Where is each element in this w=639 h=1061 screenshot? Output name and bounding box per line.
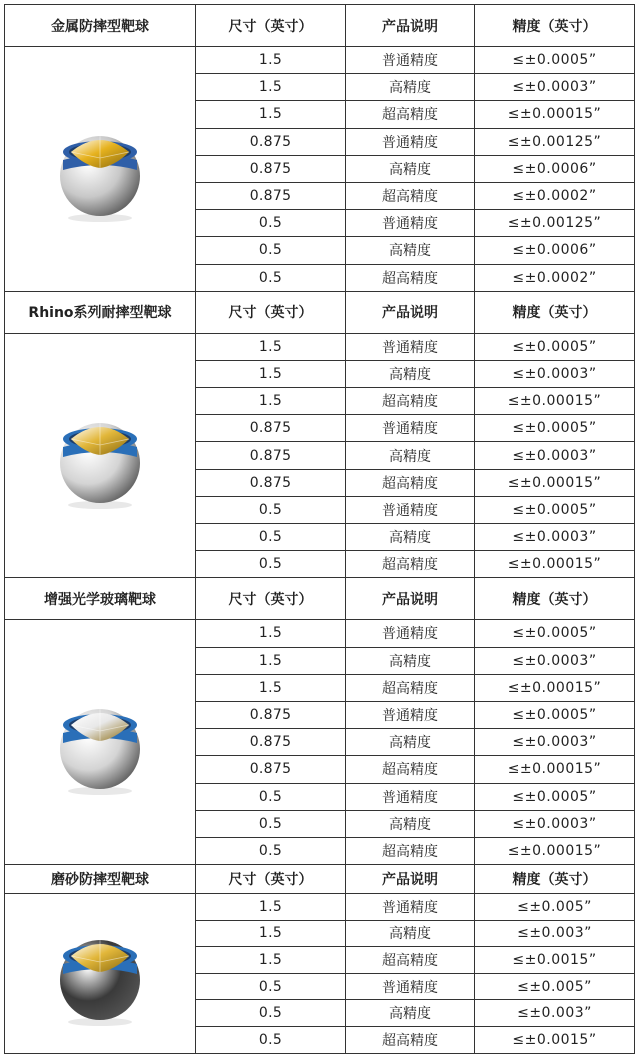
size-cell: 0.875 [196, 182, 346, 209]
accuracy-cell: ≤±0.0005” [475, 47, 635, 74]
size-cell: 0.875 [196, 128, 346, 155]
product-image [5, 47, 196, 292]
size-cell: 0.5 [196, 1000, 346, 1027]
size-cell: 0.875 [196, 469, 346, 496]
desc-cell: 普通精度 [346, 210, 475, 237]
desc-cell: 普通精度 [346, 128, 475, 155]
desc-cell: 高精度 [346, 74, 475, 101]
size-cell: 1.5 [196, 47, 346, 74]
accuracy-cell: ≤±0.0005” [475, 620, 635, 647]
size-cell: 0.5 [196, 810, 346, 837]
size-cell: 0.5 [196, 973, 346, 1000]
size-cell: 1.5 [196, 947, 346, 974]
accuracy-cell: ≤±0.00015” [475, 469, 635, 496]
desc-cell: 高精度 [346, 155, 475, 182]
accuracy-cell: ≤±0.0003” [475, 74, 635, 101]
desc-cell: 普通精度 [346, 894, 475, 921]
size-cell: 0.875 [196, 729, 346, 756]
size-cell: 0.5 [196, 551, 346, 578]
column-header-accuracy: 精度（英寸） [475, 578, 635, 620]
desc-cell: 高精度 [346, 237, 475, 264]
size-cell: 1.5 [196, 647, 346, 674]
spec-table [4, 4, 635, 1054]
accuracy-cell: ≤±0.0005” [475, 415, 635, 442]
accuracy-cell: ≤±0.0005” [475, 333, 635, 360]
accuracy-cell: ≤±0.0002” [475, 182, 635, 209]
column-header-size: 尺寸（英寸） [196, 865, 346, 894]
accuracy-cell: ≤±0.0005” [475, 496, 635, 523]
accuracy-cell: ≤±0.0003” [475, 360, 635, 387]
accuracy-cell: ≤±0.005” [475, 973, 635, 1000]
product-image [5, 894, 196, 1054]
size-cell: 0.5 [196, 524, 346, 551]
size-cell: 1.5 [196, 360, 346, 387]
size-cell: 0.875 [196, 756, 346, 783]
accuracy-cell: ≤±0.0003” [475, 810, 635, 837]
desc-cell: 高精度 [346, 729, 475, 756]
desc-cell: 高精度 [346, 647, 475, 674]
desc-cell: 超高精度 [346, 264, 475, 291]
desc-cell: 超高精度 [346, 388, 475, 415]
column-header-desc: 产品说明 [346, 5, 475, 47]
section-name: 金属防摔型靶球 [5, 5, 196, 47]
section-header-row [5, 291, 635, 333]
desc-cell: 高精度 [346, 1000, 475, 1027]
matte-target-ball-icon [45, 918, 155, 1028]
table-row [5, 47, 635, 74]
desc-cell: 普通精度 [346, 783, 475, 810]
size-cell: 0.5 [196, 237, 346, 264]
desc-cell: 超高精度 [346, 551, 475, 578]
accuracy-cell: ≤±0.00015” [475, 101, 635, 128]
rhino-target-ball-icon [45, 401, 155, 511]
accuracy-cell: ≤±0.005” [475, 894, 635, 921]
size-cell: 0.5 [196, 264, 346, 291]
desc-cell: 高精度 [346, 810, 475, 837]
accuracy-cell: ≤±0.0015” [475, 947, 635, 974]
size-cell: 0.5 [196, 837, 346, 864]
desc-cell: 普通精度 [346, 47, 475, 74]
size-cell: 1.5 [196, 101, 346, 128]
column-header-size: 尺寸（英寸） [196, 5, 346, 47]
desc-cell: 普通精度 [346, 701, 475, 728]
accuracy-cell: ≤±0.0006” [475, 155, 635, 182]
metal-target-ball-icon [45, 114, 155, 224]
size-cell: 1.5 [196, 74, 346, 101]
size-cell: 1.5 [196, 620, 346, 647]
size-cell: 1.5 [196, 674, 346, 701]
accuracy-cell: ≤±0.00015” [475, 674, 635, 701]
size-cell: 0.5 [196, 210, 346, 237]
column-header-accuracy: 精度（英寸） [475, 5, 635, 47]
section-name: 磨砂防摔型靶球 [5, 865, 196, 894]
table-row [5, 894, 635, 921]
glass-target-ball-icon [45, 687, 155, 797]
accuracy-cell: ≤±0.00125” [475, 210, 635, 237]
desc-cell: 超高精度 [346, 837, 475, 864]
table-row [5, 620, 635, 647]
table-body [5, 5, 635, 1054]
column-header-size: 尺寸（英寸） [196, 291, 346, 333]
accuracy-cell: ≤±0.0003” [475, 729, 635, 756]
section-name: Rhino系列耐摔型靶球 [5, 291, 196, 333]
accuracy-cell: ≤±0.003” [475, 920, 635, 947]
size-cell: 0.5 [196, 496, 346, 523]
desc-cell: 超高精度 [346, 674, 475, 701]
desc-cell: 普通精度 [346, 333, 475, 360]
accuracy-cell: ≤±0.0002” [475, 264, 635, 291]
desc-cell: 高精度 [346, 524, 475, 551]
accuracy-cell: ≤±0.0005” [475, 783, 635, 810]
size-cell: 0.875 [196, 442, 346, 469]
desc-cell: 超高精度 [346, 756, 475, 783]
desc-cell: 普通精度 [346, 973, 475, 1000]
column-header-desc: 产品说明 [346, 578, 475, 620]
size-cell: 0.875 [196, 155, 346, 182]
size-cell: 1.5 [196, 894, 346, 921]
desc-cell: 普通精度 [346, 415, 475, 442]
size-cell: 0.5 [196, 1027, 346, 1054]
accuracy-cell: ≤±0.00125” [475, 128, 635, 155]
accuracy-cell: ≤±0.00015” [475, 388, 635, 415]
desc-cell: 普通精度 [346, 620, 475, 647]
size-cell: 1.5 [196, 388, 346, 415]
accuracy-cell: ≤±0.0015” [475, 1027, 635, 1054]
accuracy-cell: ≤±0.00015” [475, 837, 635, 864]
section-name: 增强光学玻璃靶球 [5, 578, 196, 620]
desc-cell: 高精度 [346, 920, 475, 947]
size-cell: 1.5 [196, 920, 346, 947]
product-image [5, 620, 196, 865]
table-row [5, 333, 635, 360]
desc-cell: 普通精度 [346, 496, 475, 523]
section-header-row [5, 865, 635, 894]
column-header-accuracy: 精度（英寸） [475, 865, 635, 894]
accuracy-cell: ≤±0.0003” [475, 524, 635, 551]
desc-cell: 超高精度 [346, 101, 475, 128]
accuracy-cell: ≤±0.003” [475, 1000, 635, 1027]
size-cell: 0.875 [196, 415, 346, 442]
desc-cell: 超高精度 [346, 1027, 475, 1054]
section-header-row [5, 578, 635, 620]
size-cell: 0.5 [196, 783, 346, 810]
desc-cell: 超高精度 [346, 182, 475, 209]
accuracy-cell: ≤±0.00015” [475, 551, 635, 578]
desc-cell: 超高精度 [346, 469, 475, 496]
column-header-desc: 产品说明 [346, 865, 475, 894]
column-header-accuracy: 精度（英寸） [475, 291, 635, 333]
accuracy-cell: ≤±0.0005” [475, 701, 635, 728]
accuracy-cell: ≤±0.0003” [475, 442, 635, 469]
accuracy-cell: ≤±0.00015” [475, 756, 635, 783]
size-cell: 1.5 [196, 333, 346, 360]
desc-cell: 超高精度 [346, 947, 475, 974]
section-header-row [5, 5, 635, 47]
column-header-desc: 产品说明 [346, 291, 475, 333]
product-image [5, 333, 196, 578]
desc-cell: 高精度 [346, 360, 475, 387]
accuracy-cell: ≤±0.0003” [475, 647, 635, 674]
desc-cell: 高精度 [346, 442, 475, 469]
column-header-size: 尺寸（英寸） [196, 578, 346, 620]
accuracy-cell: ≤±0.0006” [475, 237, 635, 264]
size-cell: 0.875 [196, 701, 346, 728]
